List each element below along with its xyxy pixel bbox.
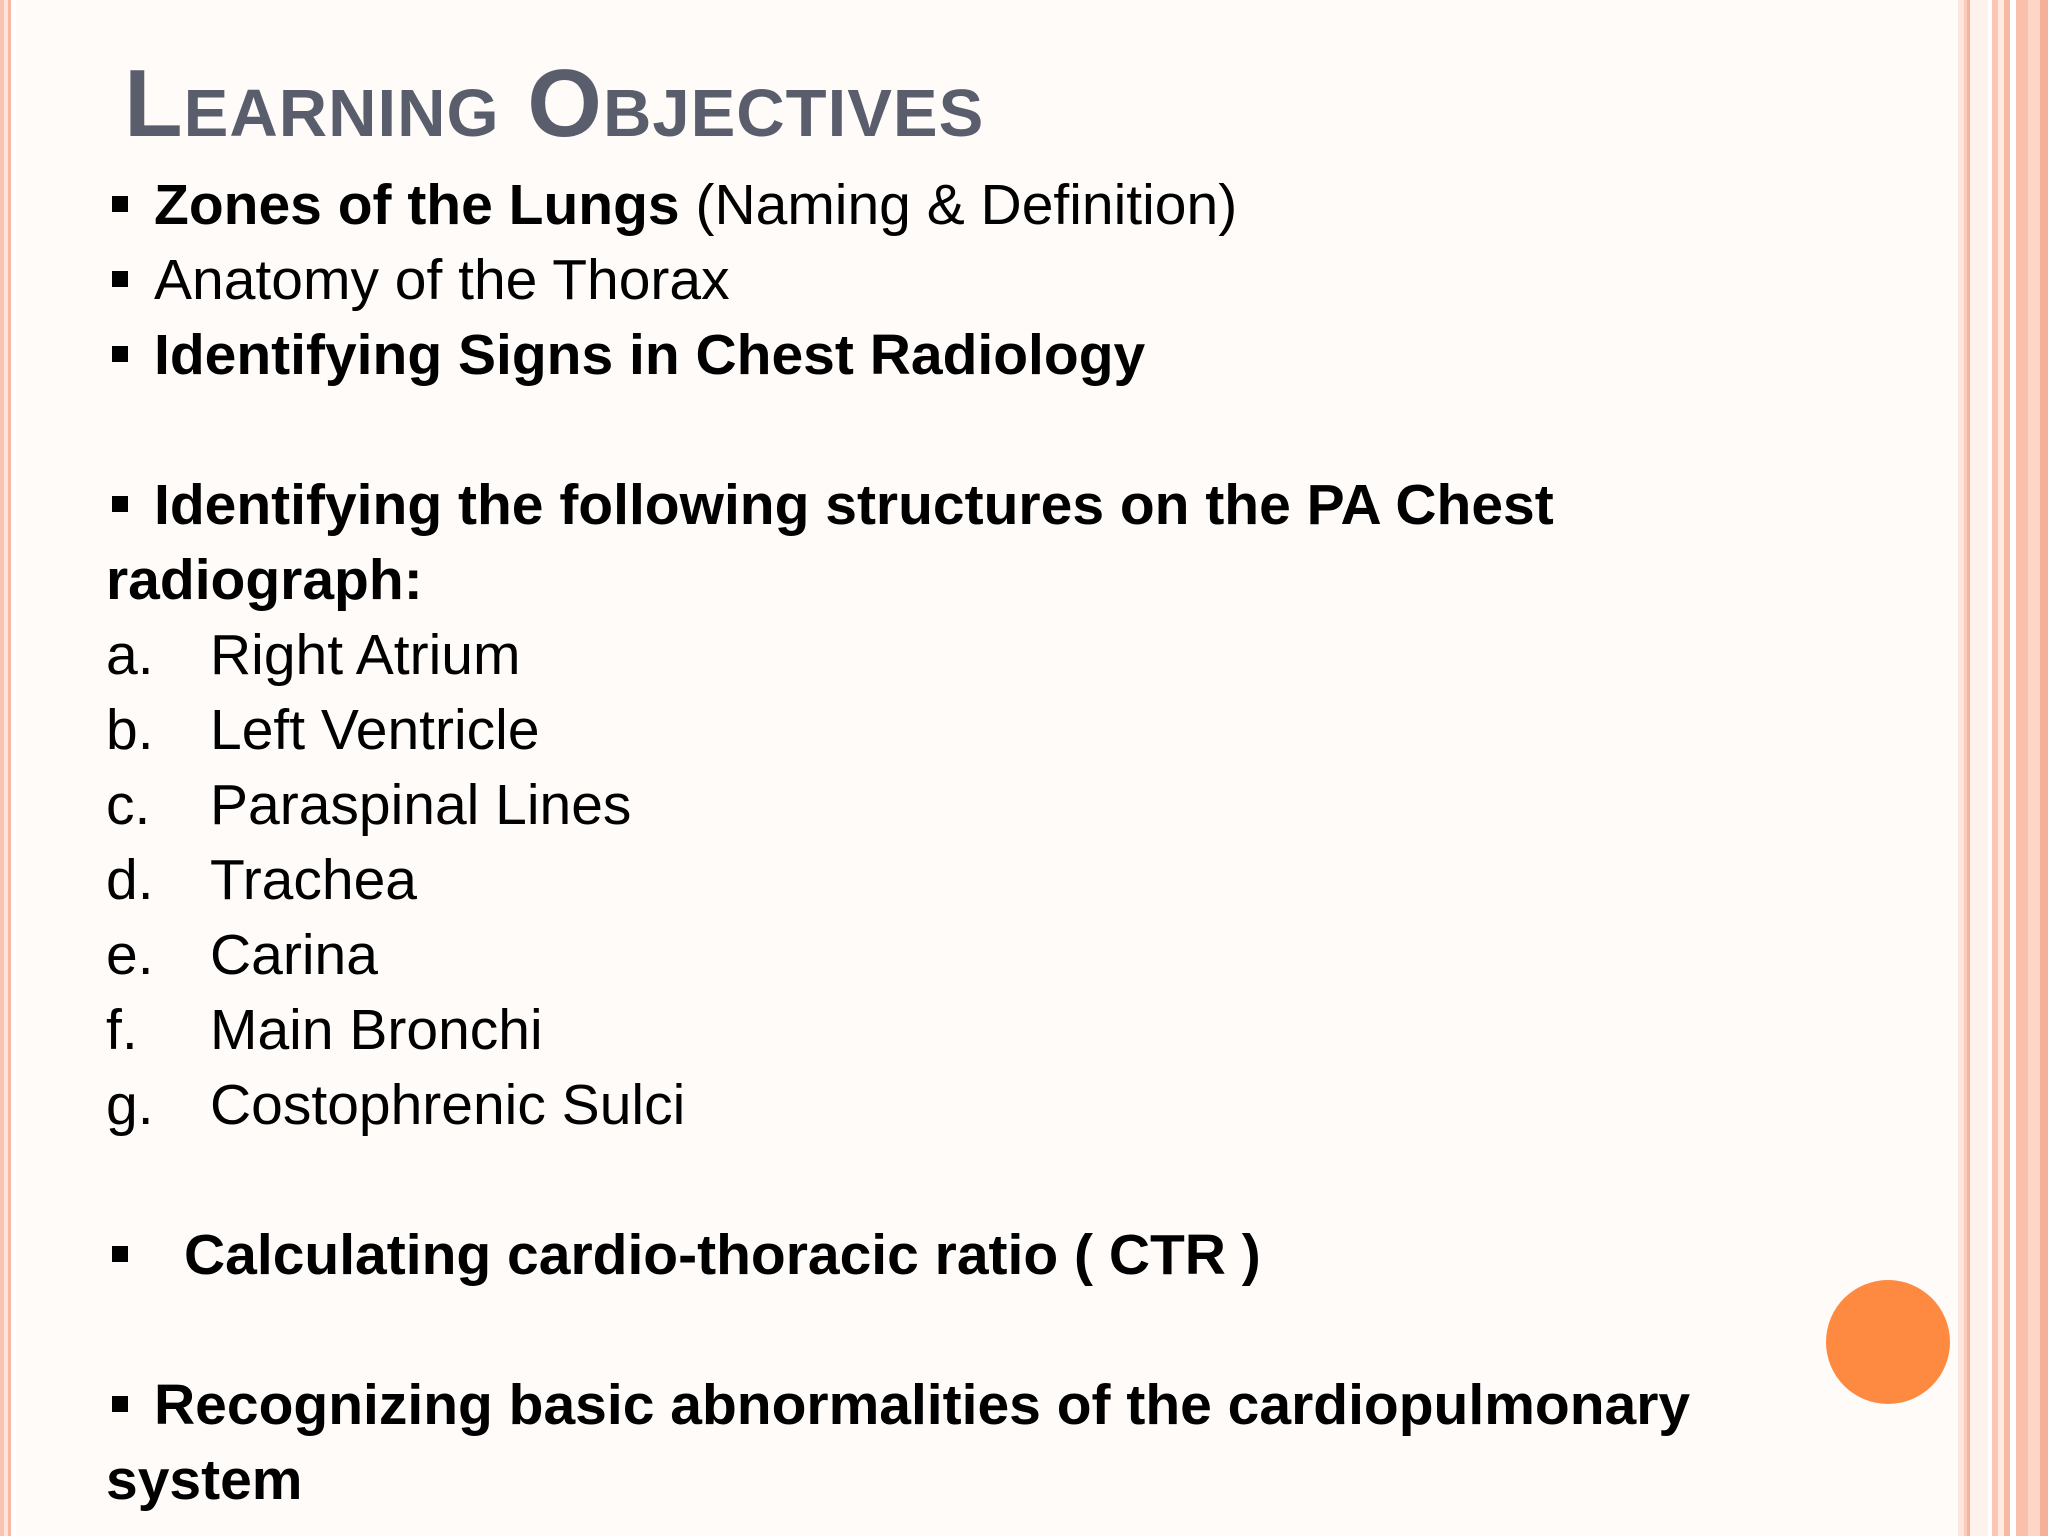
bullet-structures-continuation	[106, 543, 1866, 618]
bullet-structures-line1: Identifying the following structures on the PA Chest	[154, 473, 1554, 537]
list-marker: g.	[106, 1073, 154, 1137]
bullet-abnormal-continuation	[106, 1443, 1866, 1518]
list-marker: f.	[106, 998, 138, 1062]
square-bullet-icon	[112, 1396, 128, 1412]
square-bullet-icon	[112, 1246, 128, 1262]
bullet-zones-rest: (Naming & Definition)	[679, 173, 1238, 237]
list-item-label: Trachea	[210, 848, 417, 912]
left-border-decoration	[0, 0, 16, 1536]
list-item	[106, 843, 1866, 918]
slide-content	[106, 168, 1866, 1518]
bullet-structures-line2: radiograph:	[106, 548, 423, 612]
list-item-label: Right Atrium	[210, 623, 521, 687]
bullet-structures	[106, 468, 1866, 543]
list-item-label: Paraspinal Lines	[210, 773, 632, 837]
list-marker: e.	[106, 923, 154, 987]
bullet-signs-text: Identifying Signs in Chest Radiology	[154, 323, 1146, 387]
bullet-zones	[106, 168, 1866, 243]
list-item	[106, 768, 1866, 843]
list-item-label: Main Bronchi	[210, 998, 543, 1062]
bullet-abnormal-line1: Recognizing basic abnormalities of the cardiopulmonary	[154, 1373, 1691, 1437]
bullet-ctr	[106, 1218, 1866, 1293]
bullet-signs	[106, 318, 1866, 393]
bullet-anatomy-text: Anatomy of the Thorax	[154, 248, 730, 312]
list-item-label: Left Ventricle	[210, 698, 540, 762]
square-bullet-icon	[112, 346, 128, 362]
bullet-ctr-text: Calculating cardio-thoracic ratio ( CTR )	[184, 1223, 1261, 1287]
square-bullet-icon	[112, 196, 128, 212]
structure-list	[106, 618, 1866, 1143]
spacer	[106, 1293, 1866, 1368]
square-bullet-icon	[112, 496, 128, 512]
list-item	[106, 993, 1866, 1068]
list-item	[106, 1068, 1866, 1143]
list-marker: c.	[106, 773, 151, 837]
bullet-zones-bold: Zones of the Lungs	[154, 173, 680, 237]
bullet-abnormal-line2: system	[106, 1448, 303, 1512]
list-item	[106, 918, 1866, 993]
orange-circle-decoration	[1826, 1280, 1950, 1404]
list-item	[106, 618, 1866, 693]
list-marker: b.	[106, 698, 154, 762]
list-item-label: Costophrenic Sulci	[210, 1073, 686, 1137]
slide-title: Learning Objectives	[124, 50, 985, 157]
bullet-anatomy	[106, 243, 1866, 318]
list-item	[106, 693, 1866, 768]
spacer	[106, 1143, 1866, 1218]
list-marker: d.	[106, 848, 154, 912]
list-item-label: Carina	[210, 923, 378, 987]
right-border-decoration-inner	[1958, 0, 1988, 1536]
right-border-decoration-outer	[1988, 0, 2048, 1536]
list-marker: a.	[106, 623, 154, 687]
spacer	[106, 393, 1866, 468]
bullet-abnormal	[106, 1368, 1866, 1443]
square-bullet-icon	[112, 271, 128, 287]
